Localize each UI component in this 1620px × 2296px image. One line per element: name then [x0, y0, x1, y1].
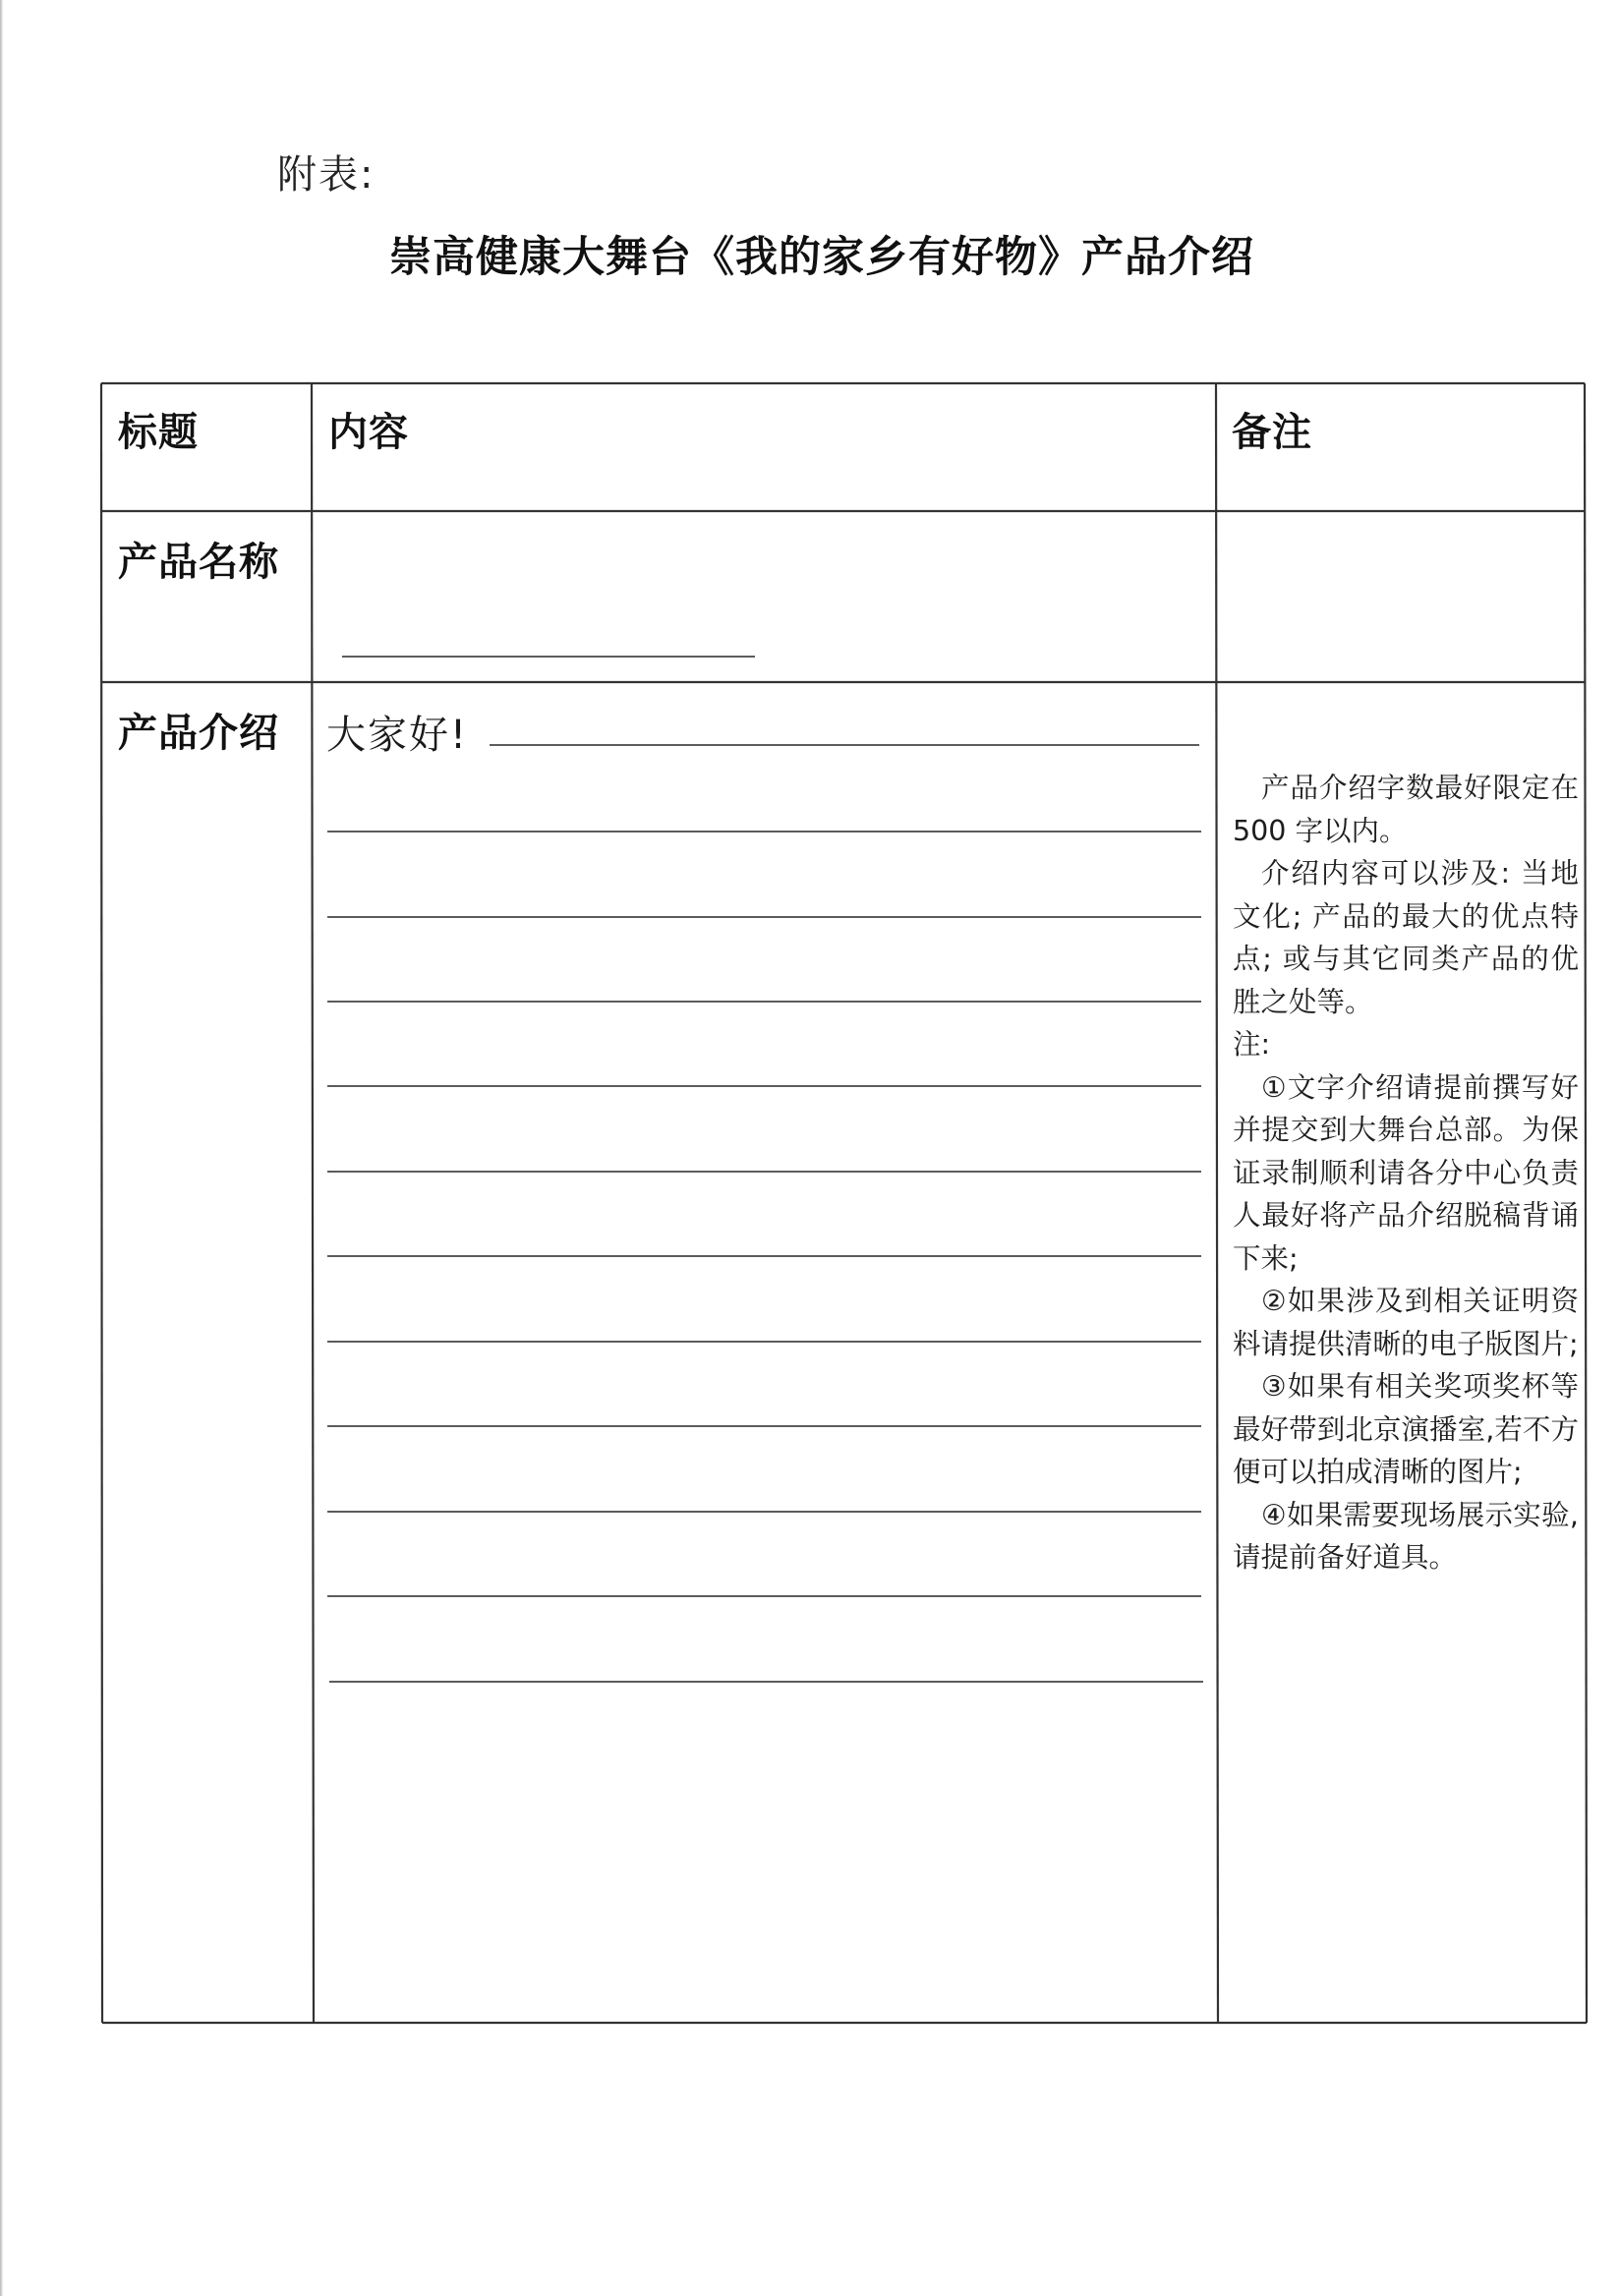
remarks-notes: [1233, 767, 1579, 1579]
intro-greeting: 大家好!: [326, 713, 469, 758]
column-separator-1: [312, 383, 314, 2023]
product-intro-label: 产品介绍: [118, 711, 279, 756]
note-paragraph: 产品介绍字数最好限定在 500 字以内。: [1233, 772, 1579, 847]
note-heading: 注:: [1233, 1028, 1271, 1061]
note-item: ③如果有相关奖项奖杯等最好带到北京演播室,若不方便可以拍成清晰的图片;: [1233, 1370, 1579, 1488]
note-item: ①文字介绍请提前撰写好并提交到大舞台总部。为保证录制顺利请各分中心负责人最好将产品介绍脱稿背诵下来;: [1233, 1070, 1579, 1275]
header-content-cell: 内容: [328, 410, 409, 455]
header-remarks-cell: 备注: [1232, 410, 1312, 455]
table-right-border: [1585, 383, 1587, 2023]
note-paragraph: 介绍内容可以涉及: 当地文化; 产品的最大的优点特点; 或与其它同类产品的优胜之处等。: [1233, 857, 1579, 1018]
column-separator-2: [1216, 383, 1218, 2023]
note-item: ②如果涉及到相关证明资料请提供清晰的电子版图片;: [1233, 1285, 1579, 1360]
note-item: ④如果需要现场展示实验,请提前备好道具。: [1233, 1498, 1579, 1574]
document-title: 崇高健康大舞台《我的家乡有好物》产品介绍: [389, 233, 1254, 282]
product-name-label: 产品名称: [118, 540, 279, 585]
attachment-label: 附表:: [277, 152, 376, 198]
table-left-border: [101, 383, 102, 2023]
header-label-cell: 标题: [118, 410, 199, 455]
